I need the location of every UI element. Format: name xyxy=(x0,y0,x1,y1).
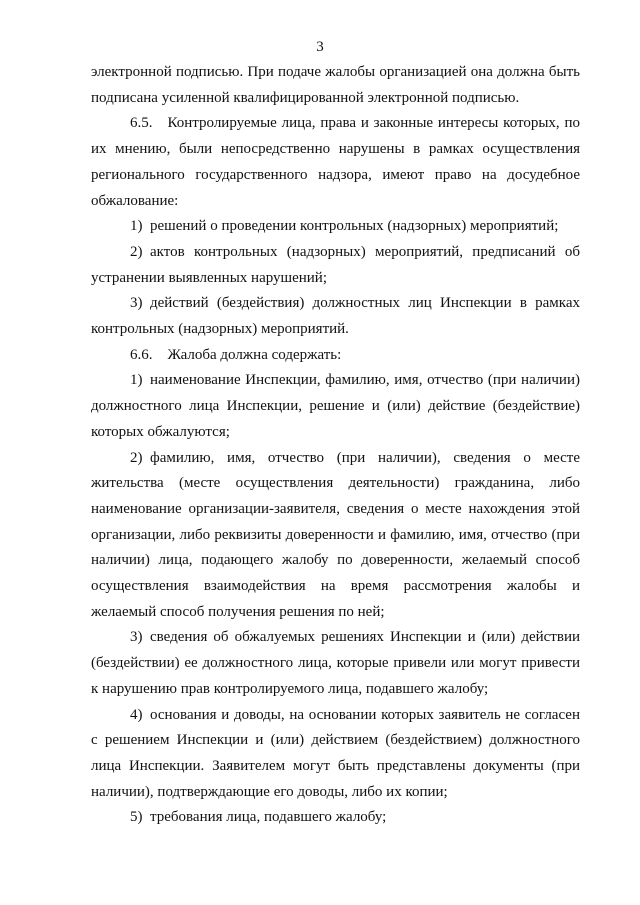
list-item-6-5-1: 1) решений о проведении контрольных (надзорных) мероприятий; xyxy=(130,218,559,235)
document-body xyxy=(91,60,580,831)
list-item-6-6-3: 3) сведения об обжалуемых решениях Инспекции и (или) действии (бездействии) ее должностного лица, которые привели или могут привести к нарушению прав контролируемого лица, подавшего жалобу; xyxy=(91,629,580,697)
list-item-6-6-4: 4) основания и доводы, на основании которых заявитель не согласен с решением Инспекции и (или) действием (бездействием) должностного лица Инспекции. Заявителем могут быть представлены документы (при наличии), подтверждающие его доводы, либо их копии; xyxy=(91,706,580,800)
list-item-6-5-3: 3) действий (бездействия) должностных лиц Инспекции в рамках контрольных (надзорных) мероприятий. xyxy=(91,295,580,338)
list-item-6-6-1: 1) наименование Инспекции, фамилию, имя, отчество (при наличии) должностного лица Инспекции, решение и (или) действие (бездействие) которых обжалуются; xyxy=(91,372,580,440)
paragraph-6-6: 6.6. Жалоба должна содержать: xyxy=(130,346,342,363)
paragraph-continuation: электронной подписью. При подаче жалобы организацией она должна быть подписана усиленной квалифицированной электронной подписью. xyxy=(91,64,580,106)
list-item-6-6-5: 5) требования лица, подавшего жалобу; xyxy=(130,809,387,826)
list-item-6-6-2: 2) фамилию, имя, отчество (при наличии), сведения о месте жительства (месте осуществления деятельности) гражданина, либо наименование организации-заявителя, сведения о месте нахождения этой организации, либо реквизиты доверенности и фамилию, имя, отчество (при наличии) лица, подающего жалобу по доверенности, желаемый способ осуществления взаимодействия на время рассмотрения жалобы и желаемый способ получения решения по ней; xyxy=(91,449,580,620)
paragraph-6-5: 6.5. Контролируемые лица, права и законные интересы которых, по их мнению, были непосредственно нарушены в рамках осуществления регионального государственного надзора, имеют право на досудебное обжалование: xyxy=(91,115,580,209)
list-item-6-5-2: 2) актов контрольных (надзорных) мероприятий, предписаний об устранении выявленных нарушений; xyxy=(91,243,580,286)
page-number: 3 xyxy=(316,39,324,55)
